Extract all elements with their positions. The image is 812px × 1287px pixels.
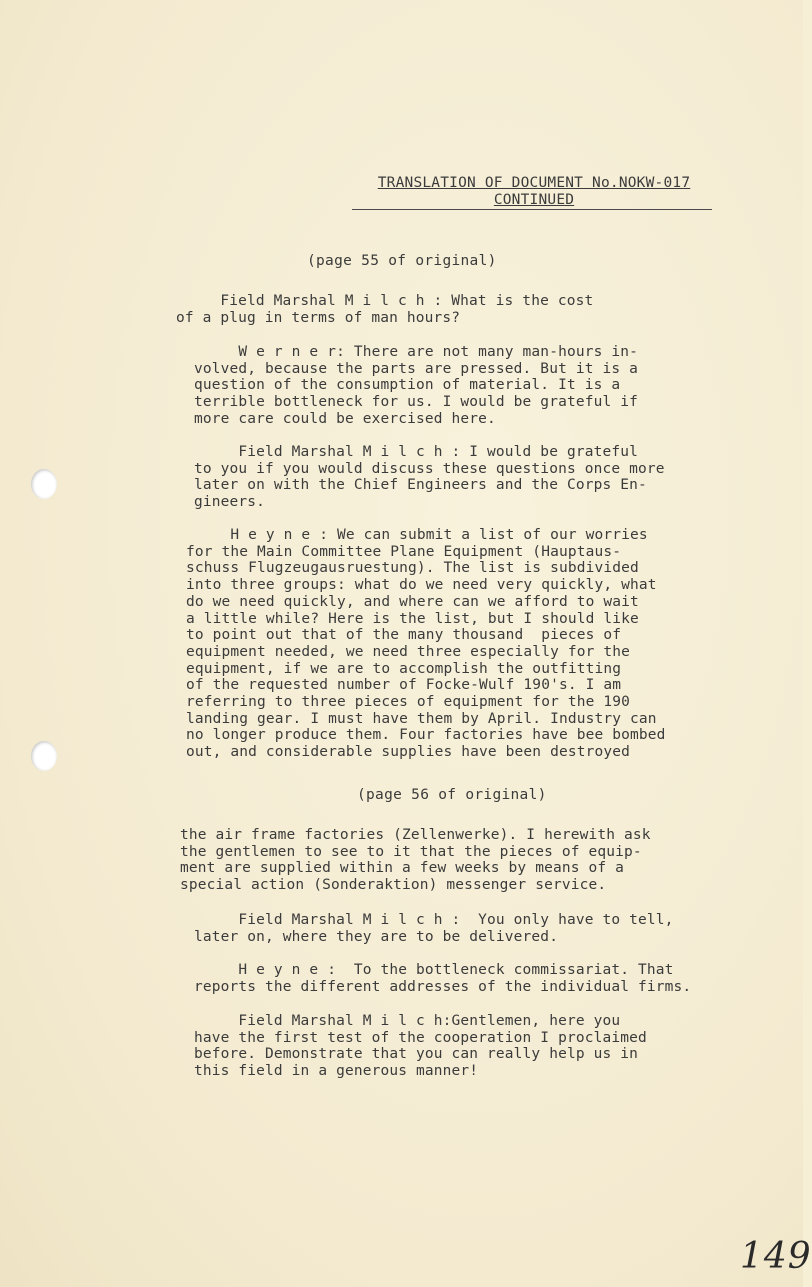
paragraph-milch-3: Field Marshal M i l c h : You only have to tell, later on, where they are to be delivered. bbox=[194, 912, 674, 945]
punch-hole-top bbox=[31, 469, 57, 499]
paragraph-werner: W e r n e r: There are not many man-hours in- volved, because the parts are pressed. But it is a question of the consumption of material. It is a terrible bottleneck for us. I would be grateful if more care could be exercised here. bbox=[194, 344, 638, 427]
paragraph-milch-1: Field Marshal M i l c h : What is the cost of a plug in terms of man hours? bbox=[176, 293, 594, 326]
header-rule bbox=[352, 209, 712, 210]
header-subtitle: CONTINUED bbox=[493, 192, 575, 208]
document-header bbox=[356, 175, 712, 209]
paragraph-heyne-1: H e y n e : We can submit a list of our worries for the Main Committee Plane Equipment (Hauptaus- schuss Flugzeugausruestung). The list is subdivided into three groups: what do we need very quickly, what do we need quickly, and where can we afford to wait a little while? Here is the list, but I should like to point out that of the many thousand pieces of equipment needed, we need three especially for the equipment, if we are to accomplish the outfitting of the requested number of Focke-Wulf 190's. I am referring to three pieces of equipment for the 190 landing gear. I must have them by April. Industry can no longer produce them. Four factories have bee bombed out, and considerable supplies have been destroyed bbox=[186, 527, 666, 761]
page-reference-55: (page 55 of original) bbox=[307, 253, 497, 269]
page-reference-56: (page 56 of original) bbox=[357, 787, 547, 803]
punch-hole-bottom bbox=[31, 741, 57, 771]
paragraph-milch-2: Field Marshal M i l c h : I would be grateful to you if you would discuss these questions once more later on with the Chief Engineers and the Corps En- gineers. bbox=[194, 444, 665, 511]
header-title: TRANSLATION OF DOCUMENT No.NOKW-017 bbox=[377, 175, 691, 191]
paragraph-heyne-2: H e y n e : To the bottleneck commissariat. That reports the different addresses of the individual firms. bbox=[194, 962, 692, 995]
handwritten-page-number: 149 bbox=[740, 1236, 812, 1277]
paragraph-heyne-continued: the air frame factories (Zellenwerke). I herewith ask the gentlemen to see to it that the pieces of equip- ment are supplied within a few weeks by means of a special action (Sonderaktion) messenger service. bbox=[180, 827, 651, 894]
paragraph-milch-4: Field Marshal M i l c h:Gentlemen, here you have the first test of the cooperation I proclaimed before. Demonstrate that you can really help us in this field in a generous manner! bbox=[194, 1013, 647, 1080]
